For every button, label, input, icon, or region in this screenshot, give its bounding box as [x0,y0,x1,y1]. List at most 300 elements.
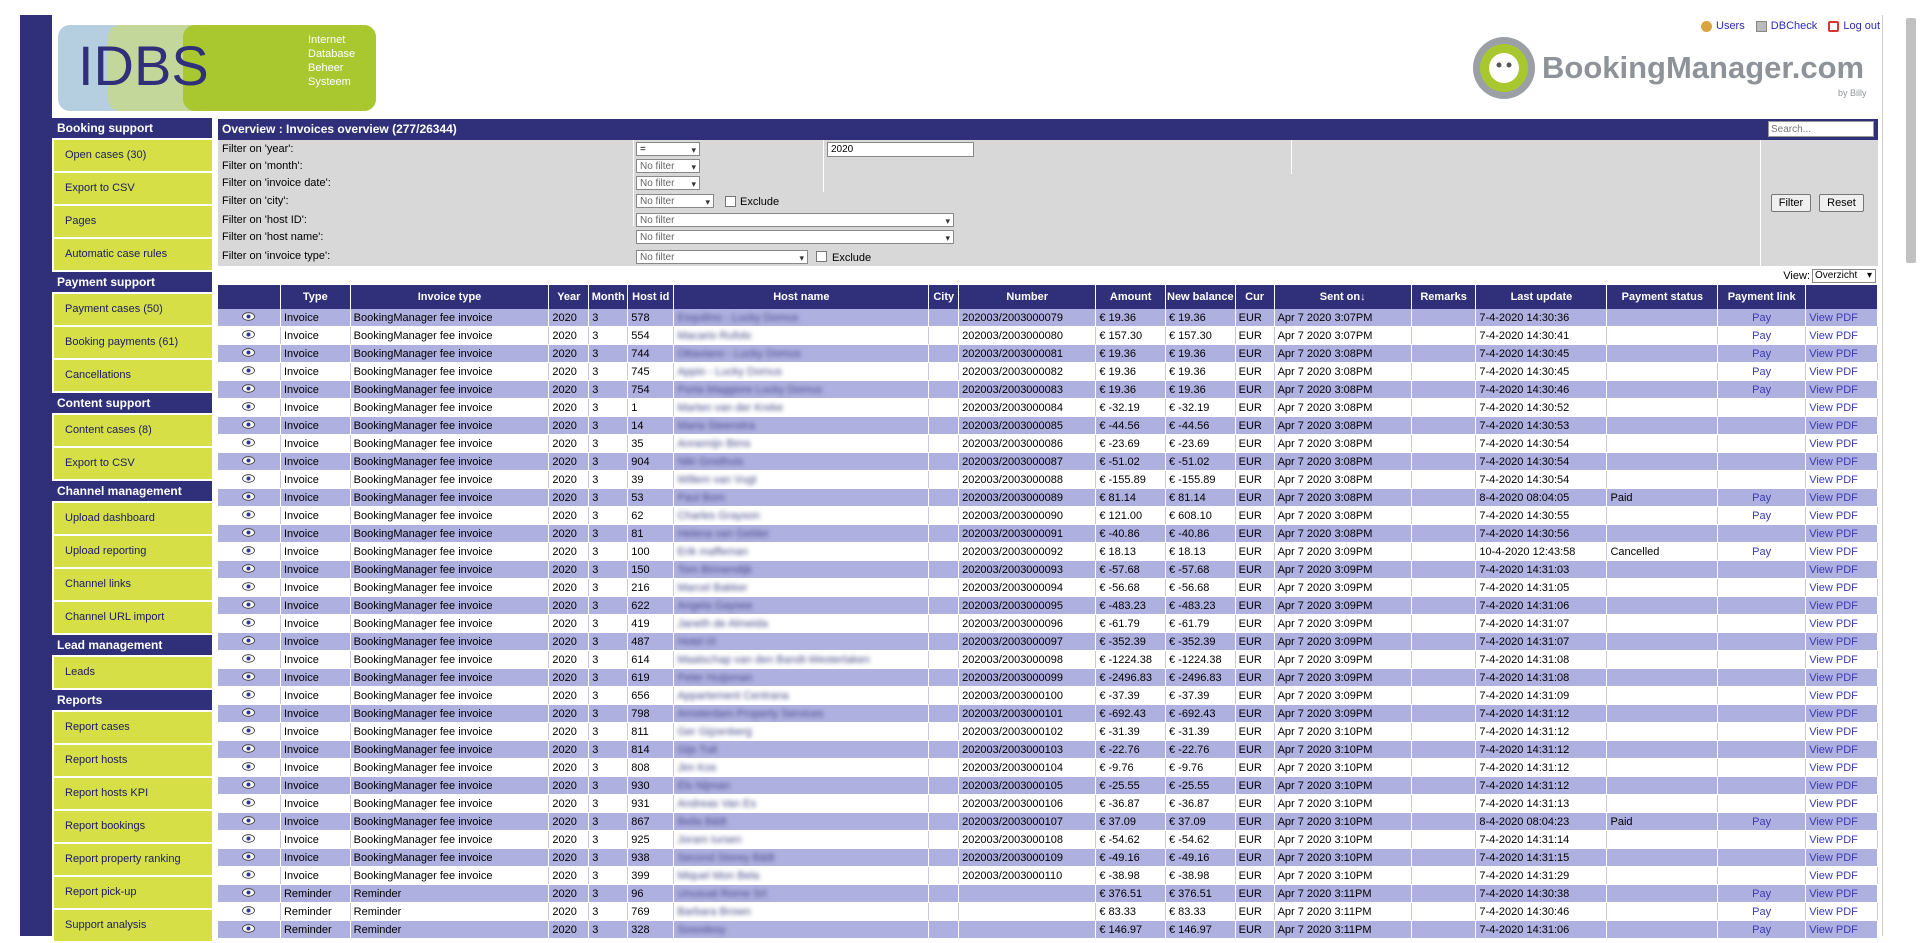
header-col-invoice-type[interactable] [350,285,549,309]
host-name-text: Angela Gaysee [677,599,753,612]
view-cell [218,777,280,795]
eye-icon[interactable] [242,654,255,663]
eye-icon[interactable] [242,312,255,321]
cell-view-pdf[interactable]: View PDF [1806,885,1878,903]
cell-host-id: 554 [628,327,674,345]
cell-amount: € 19.36 [1096,345,1166,363]
eye-icon[interactable] [242,672,255,681]
header-label: Month [591,290,625,303]
cell-payment-link[interactable]: Pay [1718,903,1806,921]
sidebar-item-report-bookings[interactable]: Report bookings [54,811,212,842]
cell-number: 202003/2003000080 [959,327,1096,345]
host-name-text: Unusual Rome Srl [677,887,767,900]
cell-view-pdf[interactable]: View PDF [1806,543,1878,561]
cell-remarks [1411,417,1476,435]
cell-type: Invoice [280,633,350,651]
cell-invoice-type: BookingManager fee invoice [350,471,549,489]
cell-new-balance: € -51.02 [1166,453,1236,471]
table-row [218,543,1878,561]
cell-payment-status: Cancelled [1607,543,1718,561]
sidebar-item-export-csv[interactable]: Export to CSV [54,173,212,204]
cell-view-pdf[interactable]: View PDF [1806,687,1878,705]
cell-year: 2020 [549,381,589,399]
cell-remarks [1411,345,1476,363]
cell-sent-on: Apr 7 2020 3:09PM [1274,543,1411,561]
cell-payment-link[interactable]: Pay [1718,489,1806,507]
cell-view-pdf[interactable]: View PDF [1806,903,1878,921]
cell-number: 202003/2003000082 [959,363,1096,381]
table-row [218,507,1878,525]
eye-icon[interactable] [242,564,255,573]
sidebar-item-upload-dashboard[interactable]: Upload dashboard [54,503,212,534]
cell-view-pdf[interactable]: View PDF [1806,633,1878,651]
sidebar-item-report-pickup[interactable]: Report pick-up [54,877,212,908]
cell-payment-status [1607,579,1718,597]
cell-currency: EUR [1235,507,1274,525]
cell-host-name [674,831,929,849]
search-input[interactable] [1768,121,1874,137]
sidebar-item-report-property-ranking[interactable]: Report property ranking [54,844,212,875]
cell-view-pdf[interactable]: View PDF [1806,741,1878,759]
view-cell [218,543,280,561]
top-nav [1693,20,1880,32]
cell-view-pdf[interactable]: View PDF [1806,597,1878,615]
cell-amount: € -56.68 [1096,579,1166,597]
cell-payment-link[interactable]: Pay [1718,543,1806,561]
sidebar-item-report-cases[interactable]: Report cases [54,712,212,743]
cell-payment-status [1607,561,1718,579]
cell-month: 3 [589,435,628,453]
cell-month: 3 [589,687,628,705]
eye-icon[interactable] [242,492,255,501]
eye-icon[interactable] [242,636,255,645]
host-name-text: Hotel IX [677,635,717,648]
host-name-text: Bella B&B [677,815,727,828]
host-name-text: Esquilino - Lucky Domus [677,311,799,324]
cell-new-balance: € -23.69 [1166,435,1236,453]
dbcheck-link[interactable]: DBCheck [1770,20,1818,32]
cell-month: 3 [589,813,628,831]
cell-invoice-type: Reminder [350,903,549,921]
sidebar-item-cancellations[interactable]: Cancellations [54,360,212,391]
cell-last-update: 7-4-2020 14:30:46 [1476,903,1607,921]
view-cell [218,651,280,669]
header-label: Cur [1245,290,1265,303]
cell-currency: EUR [1235,831,1274,849]
cell-month: 3 [589,705,628,723]
cell-remarks [1411,651,1476,669]
cell-currency: EUR [1235,615,1274,633]
cell-amount: € -31.39 [1096,723,1166,741]
cell-payment-link[interactable]: Pay [1718,363,1806,381]
brand-text: BookingManager.com [1542,50,1865,85]
host-name-text: Helena van Gelder [677,527,770,540]
eye-icon[interactable] [242,924,255,933]
cell-currency: EUR [1235,849,1274,867]
eye-icon[interactable] [242,888,255,897]
cell-city [929,561,959,579]
eye-icon[interactable] [242,600,255,609]
cell-currency: EUR [1235,813,1274,831]
view-cell [218,669,280,687]
overview-titlebar [218,119,1878,140]
header-col-host-name[interactable] [674,285,929,309]
view-cell [218,489,280,507]
eye-icon[interactable] [242,366,255,375]
host-name-text: Macario Rufolo [677,329,752,342]
eye-icon[interactable] [242,744,255,753]
cell-host-id: 53 [628,489,674,507]
cell-city [929,669,959,687]
filter-host-id-operator-value: No filter [640,215,675,226]
eye-icon[interactable] [242,798,255,807]
view-cell [218,795,280,813]
cell-last-update: 8-4-2020 08:04:05 [1476,489,1607,507]
filter-month-label: Filter on 'month': [222,160,303,172]
cell-month: 3 [589,579,628,597]
header-col-year[interactable] [549,285,589,309]
cell-view-pdf[interactable]: View PDF [1806,525,1878,543]
cell-sent-on: Apr 7 2020 3:07PM [1274,309,1411,327]
view-cell [218,813,280,831]
sidebar-item-leads[interactable]: Leads [54,657,212,688]
cell-view-pdf[interactable]: View PDF [1806,327,1878,345]
cell-type: Invoice [280,471,350,489]
cell-view-pdf[interactable]: View PDF [1806,453,1878,471]
filter-city-operator[interactable] [636,194,714,208]
eye-icon[interactable] [242,780,255,789]
cell-type: Invoice [280,363,350,381]
host-name-text: Annemijn Bims [677,437,751,450]
cell-new-balance: € 83.33 [1166,903,1236,921]
eye-icon[interactable] [242,546,255,555]
cell-payment-link[interactable]: Pay [1718,381,1806,399]
cell-payment-status [1607,687,1718,705]
cell-amount: € 121.00 [1096,507,1166,525]
cell-view-pdf[interactable]: View PDF [1806,867,1878,885]
eye-icon[interactable] [242,384,255,393]
cell-host-id: 35 [628,435,674,453]
cell-remarks [1411,741,1476,759]
cell-sent-on: Apr 7 2020 3:10PM [1274,867,1411,885]
cell-currency: EUR [1235,867,1274,885]
cell-last-update: 7-4-2020 14:31:12 [1476,741,1607,759]
host-name-text: Appio - Lucky Domus [677,365,782,378]
host-name-text: Second Storey B&B [677,851,775,864]
cell-city [929,453,959,471]
cell-sent-on: Apr 7 2020 3:09PM [1274,705,1411,723]
sidebar-item-upload-reporting[interactable]: Upload reporting [54,536,212,567]
cell-amount: € -352.39 [1096,633,1166,651]
cell-number: 202003/2003000101 [959,705,1096,723]
cell-payment-link [1718,867,1806,885]
cell-sent-on: Apr 7 2020 3:10PM [1274,741,1411,759]
eye-icon[interactable] [242,816,255,825]
right-gutter [1882,15,1901,936]
header-col-last-update[interactable] [1476,285,1607,309]
eye-icon[interactable] [242,474,255,483]
header-col-city[interactable] [929,285,959,309]
table-row [218,669,1878,687]
sidebar-item-channel-links[interactable]: Channel links [54,569,212,600]
view-cell [218,615,280,633]
reset-button[interactable]: Reset [1819,194,1864,212]
cell-last-update: 7-4-2020 14:30:41 [1476,327,1607,345]
cell-invoice-type: BookingManager fee invoice [350,309,549,327]
cell-host-name [674,615,929,633]
cell-payment-link[interactable]: Pay [1718,507,1806,525]
sidebar-item-content-export-csv[interactable]: Export to CSV [54,448,212,479]
header-col-new-balance[interactable] [1166,285,1236,309]
sidebar-item-report-hosts-kpi[interactable]: Report hosts KPI [54,778,212,809]
chevron-down-icon: ▾ [691,179,696,189]
table-row [218,849,1878,867]
cell-amount: € -25.55 [1096,777,1166,795]
cell-invoice-type: BookingManager fee invoice [350,579,549,597]
cell-last-update: 7-4-2020 14:30:45 [1476,345,1607,363]
cell-year: 2020 [549,813,589,831]
cell-view-pdf[interactable]: View PDF [1806,417,1878,435]
header-col-pdf [1806,285,1878,309]
eye-icon[interactable] [242,870,255,879]
cell-year: 2020 [549,903,589,921]
cell-month: 3 [589,597,628,615]
cell-host-id: 754 [628,381,674,399]
cell-view-pdf[interactable]: View PDF [1806,615,1878,633]
header-col-amount[interactable] [1096,285,1166,309]
users-link[interactable]: Users [1716,20,1745,32]
eye-icon[interactable] [242,420,255,429]
view-cell [218,435,280,453]
cell-payment-link[interactable]: Pay [1718,921,1806,939]
cell-invoice-type: Reminder [350,921,549,939]
cell-view-pdf[interactable]: View PDF [1806,399,1878,417]
cell-payment-link[interactable]: Pay [1718,327,1806,345]
filter-invoice-type-operator[interactable] [636,250,808,264]
cell-view-pdf[interactable]: View PDF [1806,309,1878,327]
sidebar-item-channel-url-import[interactable]: Channel URL import [54,602,212,633]
idbs-logo[interactable] [58,25,376,111]
cell-view-pdf[interactable]: View PDF [1806,561,1878,579]
cell-payment-link[interactable]: Pay [1718,885,1806,903]
sidebar-item-report-hosts[interactable]: Report hosts [54,745,212,776]
host-name-text: Niki Grodhuis [677,455,744,468]
sidebar-item-content-cases[interactable]: Content cases (8) [54,415,212,446]
cell-sent-on: Apr 7 2020 3:09PM [1274,651,1411,669]
cell-view-pdf[interactable]: View PDF [1806,507,1878,525]
header-col-currency[interactable] [1235,285,1274,309]
cell-type: Invoice [280,525,350,543]
eye-icon[interactable] [242,834,255,843]
filter-host-name-operator[interactable] [636,230,954,244]
sidebar-item-booking-payments[interactable]: Booking payments (61) [54,327,212,358]
cell-currency: EUR [1235,363,1274,381]
cell-type: Invoice [280,579,350,597]
cell-new-balance: € 19.36 [1166,381,1236,399]
cell-view-pdf[interactable]: View PDF [1806,651,1878,669]
cell-payment-link [1718,417,1806,435]
cell-year: 2020 [549,363,589,381]
cell-new-balance: € -32.19 [1166,399,1236,417]
header-col-remarks[interactable] [1411,285,1476,309]
cell-remarks [1411,777,1476,795]
cell-number: 202003/2003000107 [959,813,1096,831]
cell-view-pdf[interactable]: View PDF [1806,813,1878,831]
filter-invoice-date-operator[interactable] [636,176,700,190]
cell-last-update: 7-4-2020 14:31:13 [1476,795,1607,813]
scrollbar-thumb[interactable] [1906,18,1916,263]
table-row [218,885,1878,903]
eye-icon[interactable] [242,528,255,537]
cell-type: Invoice [280,741,350,759]
filter-city-exclude-checkbox[interactable] [725,196,736,207]
cell-view-pdf[interactable]: View PDF [1806,345,1878,363]
eye-icon[interactable] [242,726,255,735]
filter-button[interactable]: Filter [1771,194,1811,212]
cell-payment-status [1607,849,1718,867]
cell-view-pdf[interactable]: View PDF [1806,759,1878,777]
cell-sent-on: Apr 7 2020 3:10PM [1274,849,1411,867]
cell-remarks [1411,579,1476,597]
cell-payment-link [1718,651,1806,669]
header-label: City [933,290,955,303]
cell-host-id: 938 [628,849,674,867]
cell-payment-link[interactable]: Pay [1718,813,1806,831]
cell-city [929,525,959,543]
eye-icon[interactable] [242,708,255,717]
filter-month-operator[interactable] [636,159,700,173]
eye-icon[interactable] [242,582,255,591]
brand-by: by Billy [1838,88,1867,98]
filter-host-id-operator[interactable] [636,213,954,227]
cell-payment-link[interactable]: Pay [1718,345,1806,363]
eye-icon[interactable] [242,438,255,447]
header-col-month[interactable] [589,285,628,309]
cell-month: 3 [589,543,628,561]
eye-icon[interactable] [242,690,255,699]
section-payment-support: Payment support [52,272,212,292]
eye-icon[interactable] [242,906,255,915]
filter-year-value[interactable]: 2020 [827,142,974,157]
sidebar-item-support-analysis[interactable]: Support analysis [54,910,212,941]
cell-view-pdf[interactable]: View PDF [1806,795,1878,813]
sidebar-item-pages[interactable]: Pages [54,206,212,237]
logout-link[interactable]: Log out [1843,20,1881,32]
cell-sent-on: Apr 7 2020 3:08PM [1274,345,1411,363]
cell-view-pdf[interactable]: View PDF [1806,849,1878,867]
cell-view-pdf[interactable]: View PDF [1806,381,1878,399]
cell-payment-link [1718,453,1806,471]
cell-host-name [674,363,929,381]
cell-view-pdf[interactable]: View PDF [1806,705,1878,723]
host-name-text: Paul Bom [677,491,726,504]
eye-icon[interactable] [242,852,255,861]
cell-sent-on: Apr 7 2020 3:10PM [1274,759,1411,777]
cell-view-pdf[interactable]: View PDF [1806,831,1878,849]
cell-city [929,597,959,615]
cell-host-id: 578 [628,309,674,327]
header-col-sent-on[interactable] [1274,285,1411,309]
view-cell [218,525,280,543]
cell-invoice-type: BookingManager fee invoice [350,633,549,651]
header-col-number[interactable] [959,285,1096,309]
cell-view-pdf[interactable]: View PDF [1806,471,1878,489]
filter-invoice-date-label: Filter on 'invoice date': [222,177,331,189]
cell-month: 3 [589,651,628,669]
cell-payment-status [1607,453,1718,471]
cell-new-balance: € -38.98 [1166,867,1236,885]
sidebar-item-payment-cases[interactable]: Payment cases (50) [54,294,212,325]
cell-type: Invoice [280,417,350,435]
view-select[interactable] [1812,269,1876,283]
cell-view-pdf[interactable]: View PDF [1806,777,1878,795]
eye-icon[interactable] [242,348,255,357]
filter-year-label: Filter on 'year': [222,143,294,155]
cell-payment-link[interactable]: Pay [1718,309,1806,327]
filter-year-operator[interactable] [636,142,700,156]
header-col-payment-link[interactable] [1718,285,1806,309]
cell-number: 202003/2003000081 [959,345,1096,363]
cell-month: 3 [589,399,628,417]
host-name-text: Marcel Bakker [677,581,748,594]
eye-icon[interactable] [242,618,255,627]
cell-remarks [1411,669,1476,687]
filter-invoice-type-exclude-checkbox[interactable] [816,251,827,262]
cell-view-pdf[interactable]: View PDF [1806,921,1878,939]
eye-icon[interactable] [242,456,255,465]
table-row [218,345,1878,363]
cell-view-pdf[interactable]: View PDF [1806,723,1878,741]
cell-payment-link [1718,633,1806,651]
cell-year: 2020 [549,687,589,705]
logo-subtitle-3: Beheer [308,62,344,74]
sidebar-item-open-cases[interactable]: Open cases (30) [54,140,212,171]
cell-city [929,903,959,921]
cell-last-update: 7-4-2020 14:30:53 [1476,417,1607,435]
header-col-type[interactable] [280,285,350,309]
table-row [218,687,1878,705]
cell-number: 202003/2003000097 [959,633,1096,651]
sidebar-item-automatic-case-rules[interactable]: Automatic case rules [54,239,212,270]
table-row [218,867,1878,885]
cell-view-pdf[interactable]: View PDF [1806,489,1878,507]
eye-icon[interactable] [242,402,255,411]
cell-host-id: 798 [628,705,674,723]
view-cell [218,453,280,471]
page-title: Overview : Invoices overview (277/26344) [222,122,457,136]
eye-icon[interactable] [242,330,255,339]
cell-view-pdf[interactable]: View PDF [1806,435,1878,453]
header-col-payment-status[interactable] [1607,285,1718,309]
cell-host-id: 1 [628,399,674,417]
cell-invoice-type: BookingManager fee invoice [350,381,549,399]
table-row [218,903,1878,921]
eye-icon[interactable] [242,762,255,771]
cell-year: 2020 [549,651,589,669]
chevron-down-icon: ▾ [1866,270,1872,281]
cell-new-balance: € 376.51 [1166,885,1236,903]
cell-city [929,309,959,327]
cell-view-pdf[interactable]: View PDF [1806,363,1878,381]
view-cell [218,417,280,435]
cell-year: 2020 [549,309,589,327]
cell-view-pdf[interactable]: View PDF [1806,579,1878,597]
cell-amount: € -51.02 [1096,453,1166,471]
header-col-host-id[interactable] [628,285,674,309]
eye-icon[interactable] [242,510,255,519]
cell-month: 3 [589,345,628,363]
cell-view-pdf[interactable]: View PDF [1806,669,1878,687]
